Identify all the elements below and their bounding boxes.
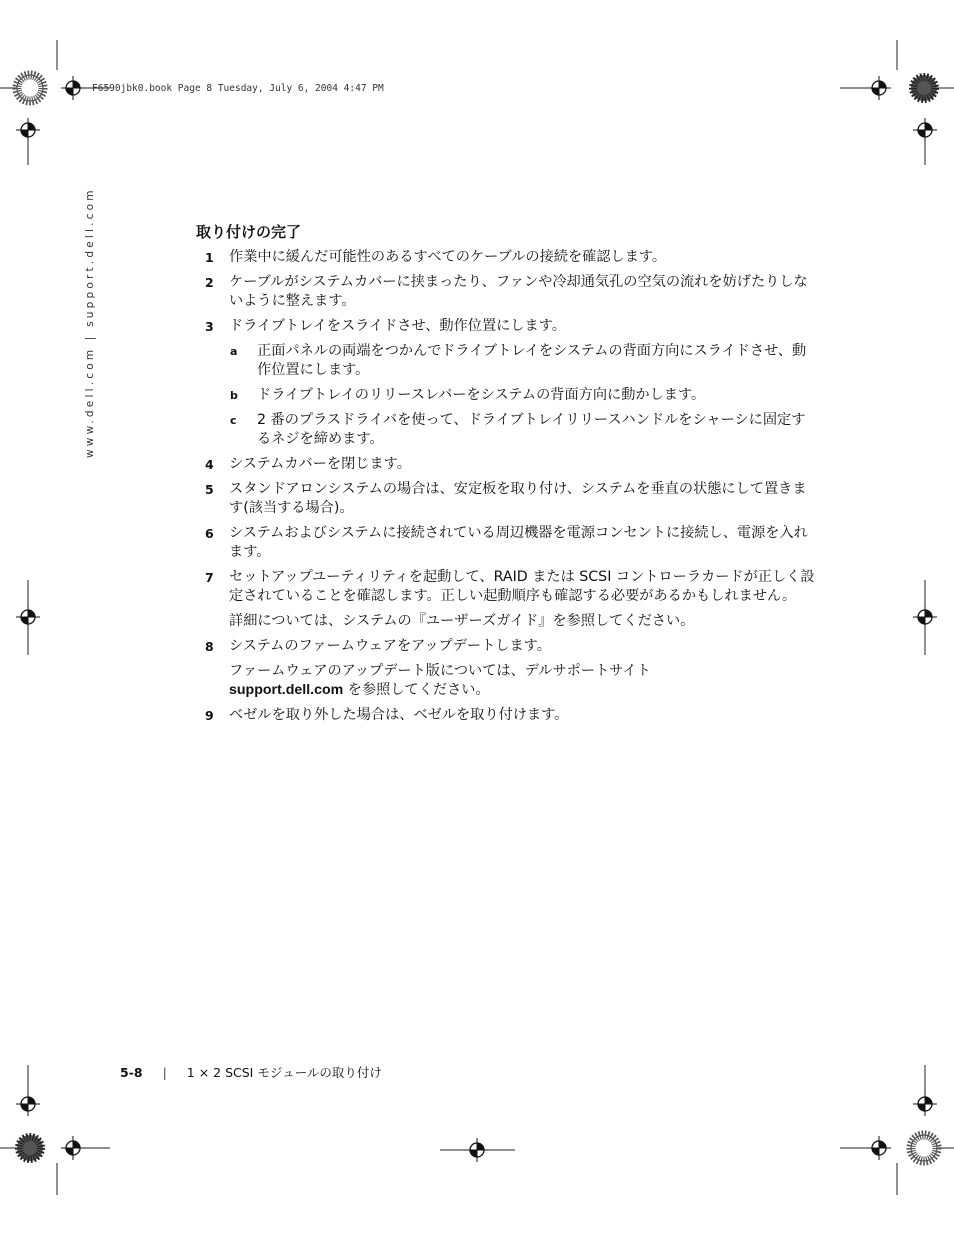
- step-text: ベゼルを取り外した場合は、ベゼルを取り付けます。: [229, 707, 569, 723]
- substep-3a: [230, 342, 815, 380]
- step-number: 7: [205, 570, 214, 585]
- step-9: [205, 706, 815, 725]
- step-8: [205, 637, 815, 656]
- note-text-end: を参照してください。: [343, 682, 490, 698]
- substep-letter: a: [230, 345, 238, 358]
- step-text: スタンドアロンシステムの場合は、安定板を取り付け、システムを垂直の状態にして置きます(該当する場合)。: [229, 481, 807, 516]
- step-number: 4: [205, 457, 214, 472]
- step-text: セットアップユーティリティを起動して、RAID または SCSI コントローラカードが正しく設定されていることを確認します。正しい起動順序も確認する必要があるかもしれません。: [229, 569, 815, 604]
- step-number: 1: [205, 250, 214, 265]
- chapter-title: 1 × 2 SCSI モジュールの取り付け: [186, 1065, 382, 1080]
- step-text: ドライブトレイをスライドさせ、動作位置にします。: [229, 318, 566, 334]
- step-text: ケーブルがシステムカバーに挟まったり、ファンや冷却通気孔の空気の流れを妨げたりしないように整えます。: [229, 274, 808, 309]
- step-1: [205, 248, 815, 267]
- step-number: 2: [205, 275, 214, 290]
- step-8-note: [205, 662, 815, 700]
- step-number: 6: [205, 526, 214, 541]
- steps-list: [205, 248, 815, 731]
- step-number: 8: [205, 639, 214, 654]
- step-6: [205, 524, 815, 562]
- step-3: [205, 317, 815, 336]
- substep-text: ドライブトレイのリリースレバーをシステムの背面方向に動かします。: [257, 387, 706, 403]
- step-text: システムカバーを閉じます。: [229, 456, 411, 472]
- substep-3b: [230, 386, 815, 405]
- substep-text: 正面パネルの両端をつかんでドライブトレイをシステムの背面方向にスライドさせ、動作位置にします。: [257, 343, 807, 378]
- substep-3c: [230, 411, 815, 449]
- support-link[interactable]: support.dell.com: [229, 682, 344, 698]
- section-title: 取り付けの完了: [196, 223, 302, 241]
- substep-letter: b: [230, 389, 238, 402]
- substep-text: 2 番のプラスドライバを使って、ドライブトレイリリースハンドルをシャーシに固定するネジを締めます。: [257, 412, 806, 447]
- step-text: システムのファームウェアをアップデートします。: [229, 638, 551, 654]
- step-2: [205, 273, 815, 311]
- step-text: システムおよびシステムに接続されている周辺機器を電源コンセントに接続し、電源を入れます。: [229, 525, 808, 560]
- substep-letter: c: [230, 414, 237, 427]
- page-number: 5-8: [120, 1065, 143, 1080]
- footer-separator: |: [162, 1065, 167, 1080]
- page-footer: [120, 1063, 382, 1081]
- file-stamp-header: F6590jbk0.book Page 8 Tuesday, July 6, 2004 4:47 PM: [92, 83, 384, 94]
- step-number: 5: [205, 482, 214, 497]
- step-number: 3: [205, 319, 214, 334]
- step-7: [205, 568, 815, 606]
- step-4: [205, 455, 815, 474]
- step-7-note: 詳細については、システムの『ユーザーズガイド』を参照してください。: [229, 613, 695, 629]
- step-text: 作業中に緩んだ可能性のあるすべてのケーブルの接続を確認します。: [229, 249, 667, 265]
- sidebar-url: www.dell.com | support.dell.com: [84, 187, 96, 458]
- step-5: [205, 480, 815, 518]
- step-number: 9: [205, 708, 214, 723]
- note-text: ファームウェアのアップデート版については、デルサポートサイト: [229, 663, 651, 679]
